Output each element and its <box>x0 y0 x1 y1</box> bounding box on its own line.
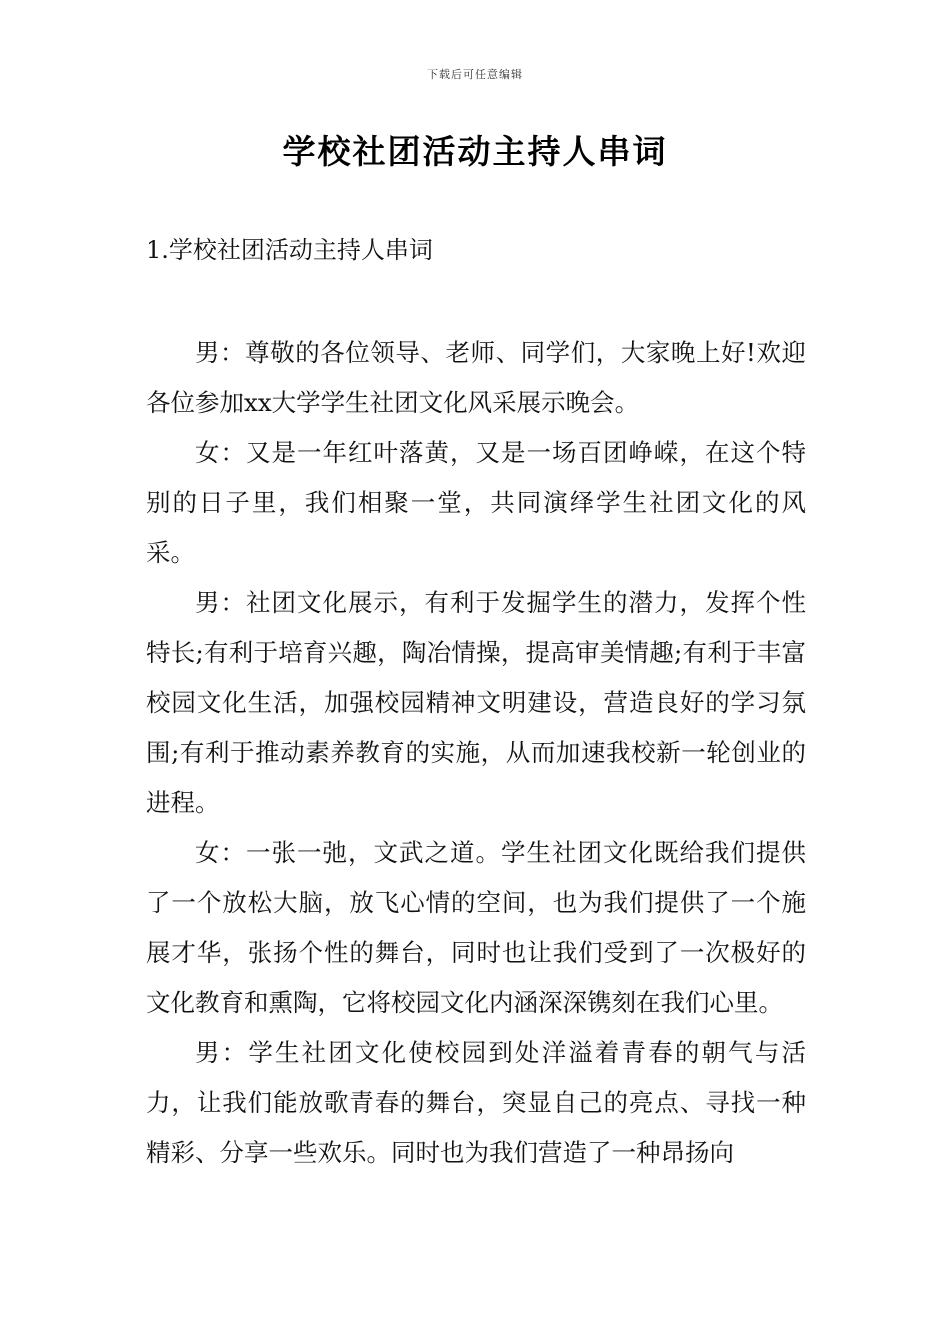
page-title: 学校社团活动主持人串词 <box>282 132 668 171</box>
paragraph: 男：尊敬的各位领导、老师、同学们，大家晚上好!欢迎各位参加xx大学学生社团文化风采展示晚会。 <box>146 338 806 417</box>
section-heading: 1.学校社团活动主持人串词 <box>146 236 433 264</box>
document-body <box>146 328 806 1178</box>
paragraph: 男：学生社团文化使校园到处洋溢着青春的朝气与活力，让我们能放歌青春的舞台，突显自己的亮点、寻找一种精彩、分享一些欢乐。同时也为我们营造了一种昂扬向 <box>146 1038 806 1167</box>
header-note: 下载后可任意编辑 <box>427 68 523 81</box>
paragraph: 男：社团文化展示，有利于发掘学生的潜力，发挥个性特长;有利于培育兴趣，陶冶情操，提高审美情趣;有利于丰富校园文化生活，加强校园精神文明建设，营造良好的学习氛围;有利于推动素养教育的实施，从而加速我校新一轮创业的进程。 <box>146 588 806 817</box>
paragraph: 女：又是一年红叶落黄，又是一场百团峥嵘，在这个特别的日子里，我们相聚一堂，共同演绎学生社团文化的风采。 <box>146 438 806 567</box>
paragraph: 女：一张一弛，文武之道。学生社团文化既给我们提供了一个放松大脑，放飞心情的空间，也为我们提供了一个施展才华，张扬个性的舞台，同时也让我们受到了一次极好的文化教育和熏陶，它将校园文化内涵深深镌刻在我们心里。 <box>146 838 806 1017</box>
